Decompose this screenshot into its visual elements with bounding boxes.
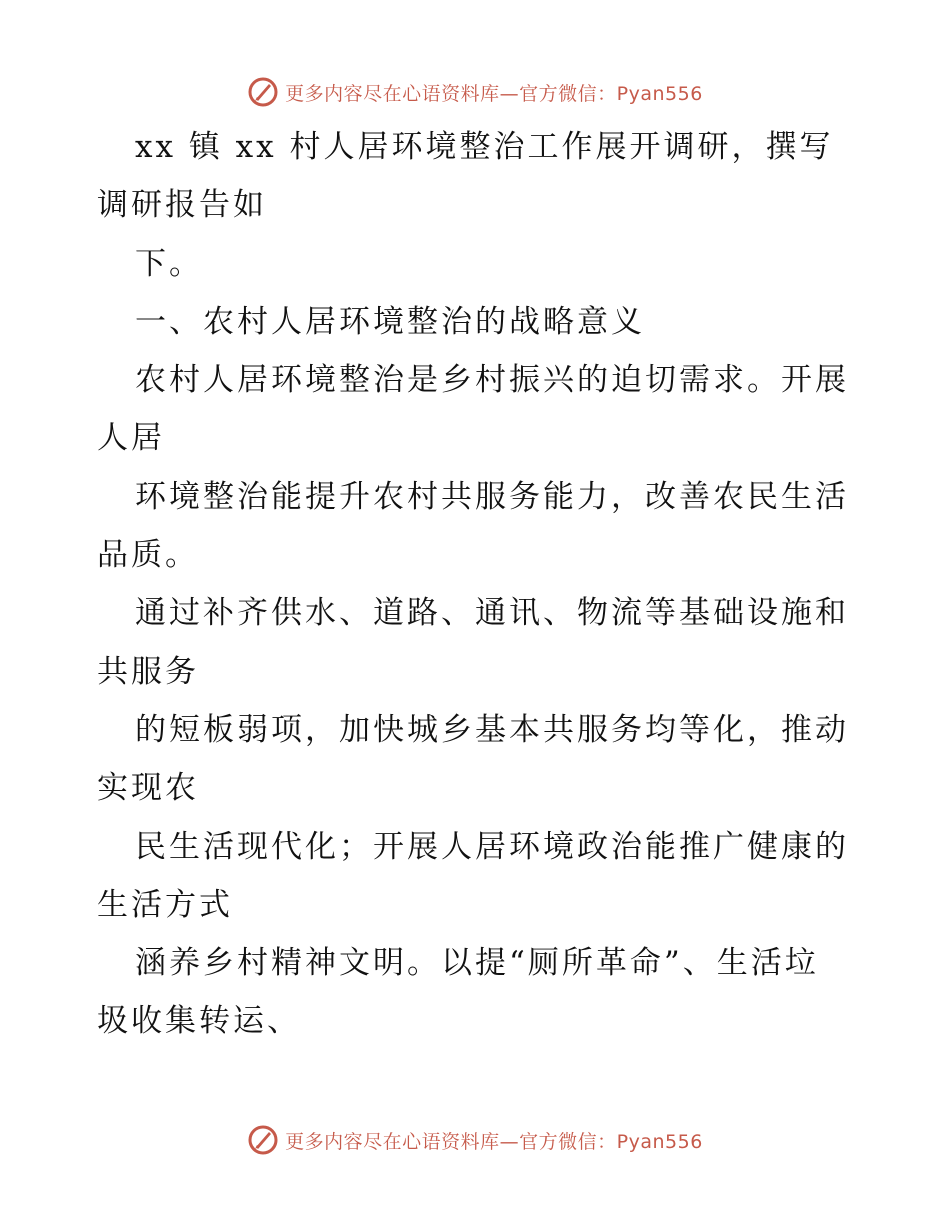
text-line: 实现农 [97, 770, 199, 807]
text-line: 调研报告如 [97, 187, 267, 224]
text-line: 圾收集转运、 [97, 1003, 301, 1040]
text-line: 品质。 [97, 537, 199, 574]
section-heading: 一、农村人居环境整治的战略意义 [135, 303, 645, 340]
text-line: 环境整治能提升农村共服务能力，改善农民生活 [135, 478, 849, 515]
quill-pen-seal-icon [247, 76, 279, 108]
watermark-text: 更多内容尽在心语资料库—官方微信：Pyan556 [285, 82, 703, 105]
footer-watermark [0, 1120, 950, 1160]
quill-pen-seal-icon [247, 1124, 279, 1156]
text-line: 生活方式 [97, 886, 233, 923]
text-line: 的短板弱项，加快城乡基本共服务均等化，推动 [135, 711, 849, 748]
watermark-text: 更多内容尽在心语资料库—官方微信：Pyan556 [285, 1130, 703, 1153]
text-line: 通过补齐供水、道路、通讯、物流等基础设施和 [135, 595, 849, 632]
header-watermark [0, 72, 950, 112]
text-line: 下。 [135, 245, 203, 282]
text-line: 涵养乡村精神文明。以提“厕所革命”、生活垃 [135, 945, 819, 982]
text-line: xx 镇 xx 村人居环境整治工作展开调研，撰写 [135, 129, 834, 165]
text-line: 民生活现代化；开展人居环境政治能推广健康的 [135, 828, 849, 865]
text-line: 农村人居环境整治是乡村振兴的迫切需求。开展 [135, 362, 849, 399]
text-line: 共服务 [97, 653, 199, 690]
text-line: 人居 [97, 420, 165, 457]
document-body [97, 118, 857, 1051]
